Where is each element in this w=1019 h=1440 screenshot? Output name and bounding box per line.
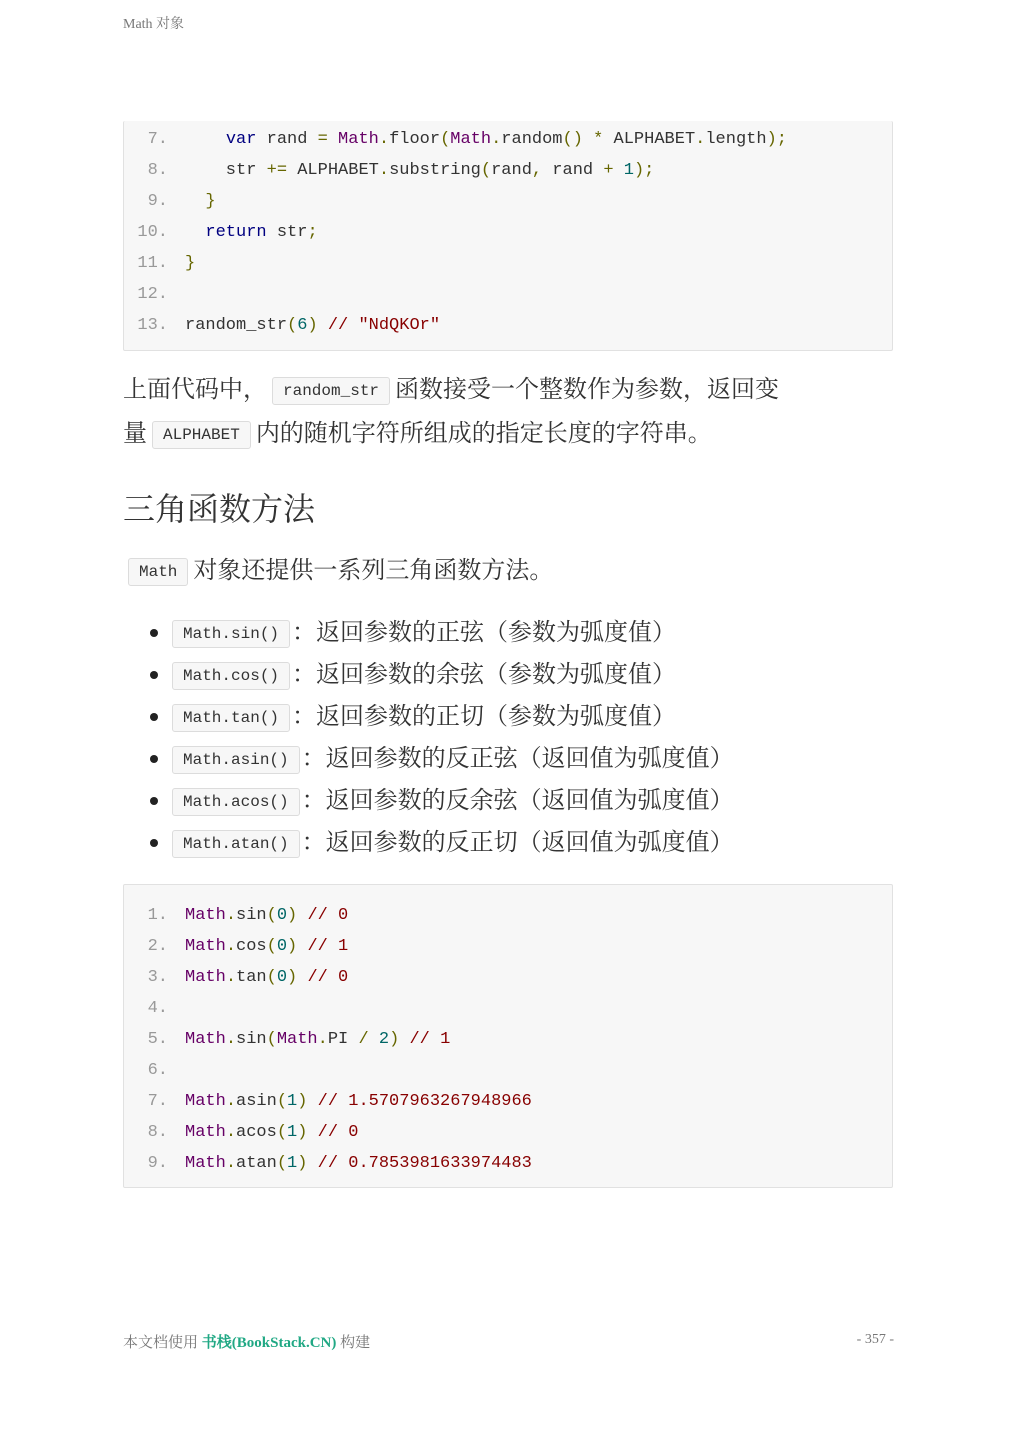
line-number: 10. [137, 223, 168, 242]
code-token: , [531, 161, 543, 180]
code-token: str [185, 161, 267, 180]
footer-text: 构建 [336, 1335, 371, 1351]
code-token: ( [266, 968, 277, 987]
code-text [185, 124, 787, 155]
code-block-random-str [123, 121, 893, 351]
line-number: 3. [147, 968, 168, 987]
code-token: Math [185, 1154, 226, 1173]
code-token: ) [297, 1092, 308, 1111]
line-number: 9. [147, 192, 168, 211]
paragraph-text: 函数接受一个整数作为参数，返回变 [395, 375, 780, 403]
code-text [185, 1148, 532, 1179]
inline-code: ALPHABET [152, 421, 251, 449]
code-token: ) [389, 1030, 400, 1049]
code-token: ( [440, 130, 451, 149]
code-token [307, 1154, 317, 1173]
line-number: 6. [147, 1061, 168, 1080]
list-item [123, 695, 734, 737]
list-item [123, 611, 734, 653]
line-number: 5. [147, 1030, 168, 1049]
code-token: ) [287, 906, 298, 925]
code-token: str [266, 223, 308, 242]
code-text [185, 1117, 358, 1148]
code-token: 2 [378, 1030, 390, 1049]
line-number: 2. [147, 937, 168, 956]
code-token: . [225, 937, 237, 956]
code-token: substring [389, 161, 481, 180]
method-description: ：返回参数的余弦（参数为弧度值） [292, 660, 677, 688]
code-token: 0 [276, 968, 288, 987]
paragraph-text: 对象还提供一系列三角函数方法。 [193, 556, 554, 584]
code-token: random [501, 130, 563, 149]
code-token: ); [633, 161, 655, 180]
code-token: ( [266, 1030, 277, 1049]
code-line [124, 124, 892, 155]
code-text [185, 1024, 450, 1055]
inline-code: Math.asin() [172, 746, 300, 774]
code-text [185, 217, 318, 248]
code-token: ) [287, 937, 298, 956]
line-number: 4. [147, 999, 168, 1018]
trig-methods-list [123, 611, 734, 863]
code-line [124, 155, 892, 186]
code-token: ); [766, 130, 787, 149]
footer-credit [123, 1331, 370, 1352]
code-token: 1 [287, 1123, 298, 1142]
code-token: // 0 [307, 968, 349, 987]
code-token [185, 192, 205, 211]
code-block-trig [123, 884, 893, 1188]
line-number: 12. [137, 285, 168, 304]
paragraph-text: 上面代码中， [123, 375, 267, 403]
code-token: 0 [276, 906, 288, 925]
code-token: rand [491, 161, 532, 180]
code-token [318, 316, 328, 335]
code-token: . [317, 1030, 328, 1049]
inline-code: Math [128, 558, 188, 586]
code-token [297, 906, 307, 925]
method-description: ：返回参数的反正弦（返回值为弧度值） [301, 744, 734, 772]
code-text [185, 1086, 532, 1117]
code-token: asin [236, 1092, 277, 1111]
code-token: . [695, 130, 706, 149]
code-token: 1 [287, 1092, 298, 1111]
code-token: // 0 [307, 906, 349, 925]
code-token [307, 1092, 317, 1111]
code-line [124, 993, 892, 1024]
code-text [185, 962, 348, 993]
code-token: . [225, 1123, 237, 1142]
inline-code: random_str [272, 377, 390, 405]
line-number: 8. [147, 161, 168, 180]
list-item [123, 737, 734, 779]
code-token: // 0.7853981633974483 [317, 1154, 532, 1173]
code-line [124, 962, 892, 993]
code-token: tan [236, 968, 267, 987]
code-token [297, 937, 307, 956]
code-token: var [225, 130, 257, 149]
code-token: // 1 [307, 937, 349, 956]
page-number: - 357 - [856, 1332, 894, 1347]
code-token: ( [480, 161, 492, 180]
code-token: Math [185, 906, 226, 925]
code-token: sin [236, 1030, 267, 1049]
list-item [123, 779, 734, 821]
code-token: ( [266, 906, 277, 925]
code-token: / [358, 1030, 369, 1049]
code-token: Math [185, 968, 226, 987]
code-token: = [317, 130, 328, 149]
code-token: } [205, 192, 216, 211]
list-item [123, 653, 734, 695]
footer-brand-link[interactable]: 书栈(BookStack.CN) [201, 1335, 337, 1351]
code-token: ) [307, 316, 318, 335]
code-token: ) [287, 968, 298, 987]
code-token [399, 1030, 409, 1049]
method-description: ：返回参数的正切（参数为弧度值） [292, 702, 677, 730]
code-token: // 0 [317, 1123, 359, 1142]
code-text [185, 900, 348, 931]
line-number: 13. [137, 316, 168, 335]
code-line [124, 1148, 892, 1179]
code-token: + [603, 161, 614, 180]
code-token: Math [185, 1123, 226, 1142]
code-line [124, 900, 892, 931]
code-token: rand [256, 130, 318, 149]
code-text [185, 186, 216, 217]
code-token: Math [450, 130, 492, 149]
code-token [185, 223, 205, 242]
code-token: += [266, 161, 288, 180]
inline-code: Math.cos() [172, 662, 290, 690]
code-text [185, 310, 440, 341]
code-text [185, 155, 654, 186]
code-token: . [225, 1092, 237, 1111]
code-token: rand [542, 161, 604, 180]
line-number: 9. [147, 1154, 168, 1173]
code-line [124, 1024, 892, 1055]
code-line [124, 1086, 892, 1117]
code-token: () [562, 130, 583, 149]
code-token [185, 130, 226, 149]
footer-text: 本文档使用 [123, 1335, 202, 1351]
code-token: ALPHABET [287, 161, 379, 180]
section-heading: 三角函数方法 [123, 490, 316, 528]
code-token: . [225, 1030, 237, 1049]
code-token [614, 161, 624, 180]
code-token: ) [297, 1123, 308, 1142]
method-description: ：返回参数的正弦（参数为弧度值） [292, 618, 677, 646]
inline-code: Math.acos() [172, 788, 300, 816]
page-header-title: Math 对象 [123, 17, 185, 32]
code-token: // "NdQKOr" [327, 316, 441, 335]
code-token [328, 130, 338, 149]
paragraph-random-str [123, 368, 903, 456]
code-token: atan [236, 1154, 277, 1173]
code-token: Math [338, 130, 379, 149]
code-token: . [378, 130, 390, 149]
inline-code: Math.sin() [172, 620, 290, 648]
code-token [307, 1123, 317, 1142]
code-token: 6 [297, 316, 308, 335]
code-token: cos [236, 937, 267, 956]
code-token: 0 [276, 937, 288, 956]
code-token: floor [389, 130, 441, 149]
line-number: 11. [137, 254, 168, 273]
code-line [124, 279, 892, 310]
code-token: . [491, 130, 502, 149]
code-token: ( [276, 1123, 288, 1142]
line-number: 1. [147, 906, 168, 925]
code-line [124, 1117, 892, 1148]
code-token: . [225, 1154, 237, 1173]
code-token: random_str [185, 316, 288, 335]
code-token: ) [297, 1154, 308, 1173]
code-token: ( [266, 937, 277, 956]
code-token: 1 [287, 1154, 298, 1173]
inline-code: Math.atan() [172, 830, 300, 858]
method-description: ：返回参数的反正切（返回值为弧度值） [301, 828, 734, 856]
code-token [583, 130, 593, 149]
code-token: // 1.5707963267948966 [317, 1092, 532, 1111]
code-line [124, 217, 892, 248]
list-item [123, 821, 734, 863]
code-line [124, 931, 892, 962]
code-token: // 1 [409, 1030, 451, 1049]
line-number: 7. [147, 130, 168, 149]
line-number: 7. [147, 1092, 168, 1111]
code-token: 1 [623, 161, 634, 180]
code-token: Math [185, 1092, 226, 1111]
paragraph-math-intro [123, 549, 903, 593]
code-token: Math [185, 1030, 226, 1049]
paragraph-text: 量 [123, 419, 147, 447]
line-number: 8. [147, 1123, 168, 1142]
code-text [185, 248, 195, 279]
code-token: ( [276, 1154, 288, 1173]
code-line [124, 248, 892, 279]
code-token: return [205, 223, 267, 242]
code-token [297, 968, 307, 987]
code-token [369, 1030, 379, 1049]
paragraph-text: 内的随机字符所组成的指定长度的字符串。 [255, 419, 712, 447]
code-token: ; [307, 223, 318, 242]
code-line [124, 186, 892, 217]
code-line [124, 1055, 892, 1086]
code-token: ( [276, 1092, 288, 1111]
code-token: ALPHABET [603, 130, 696, 149]
code-token: length [705, 130, 767, 149]
code-line [124, 310, 892, 341]
code-token: sin [236, 906, 267, 925]
code-token: PI [327, 1030, 359, 1049]
code-token: . [378, 161, 390, 180]
method-description: ：返回参数的反余弦（返回值为弧度值） [301, 786, 734, 814]
code-token: * [593, 130, 604, 149]
code-token: } [185, 254, 196, 273]
code-text [185, 931, 348, 962]
code-token: acos [236, 1123, 277, 1142]
code-token: Math [185, 937, 226, 956]
code-token: . [225, 968, 237, 987]
code-token: Math [276, 1030, 318, 1049]
code-token: ( [287, 316, 298, 335]
inline-code: Math.tan() [172, 704, 290, 732]
code-token: . [225, 906, 237, 925]
